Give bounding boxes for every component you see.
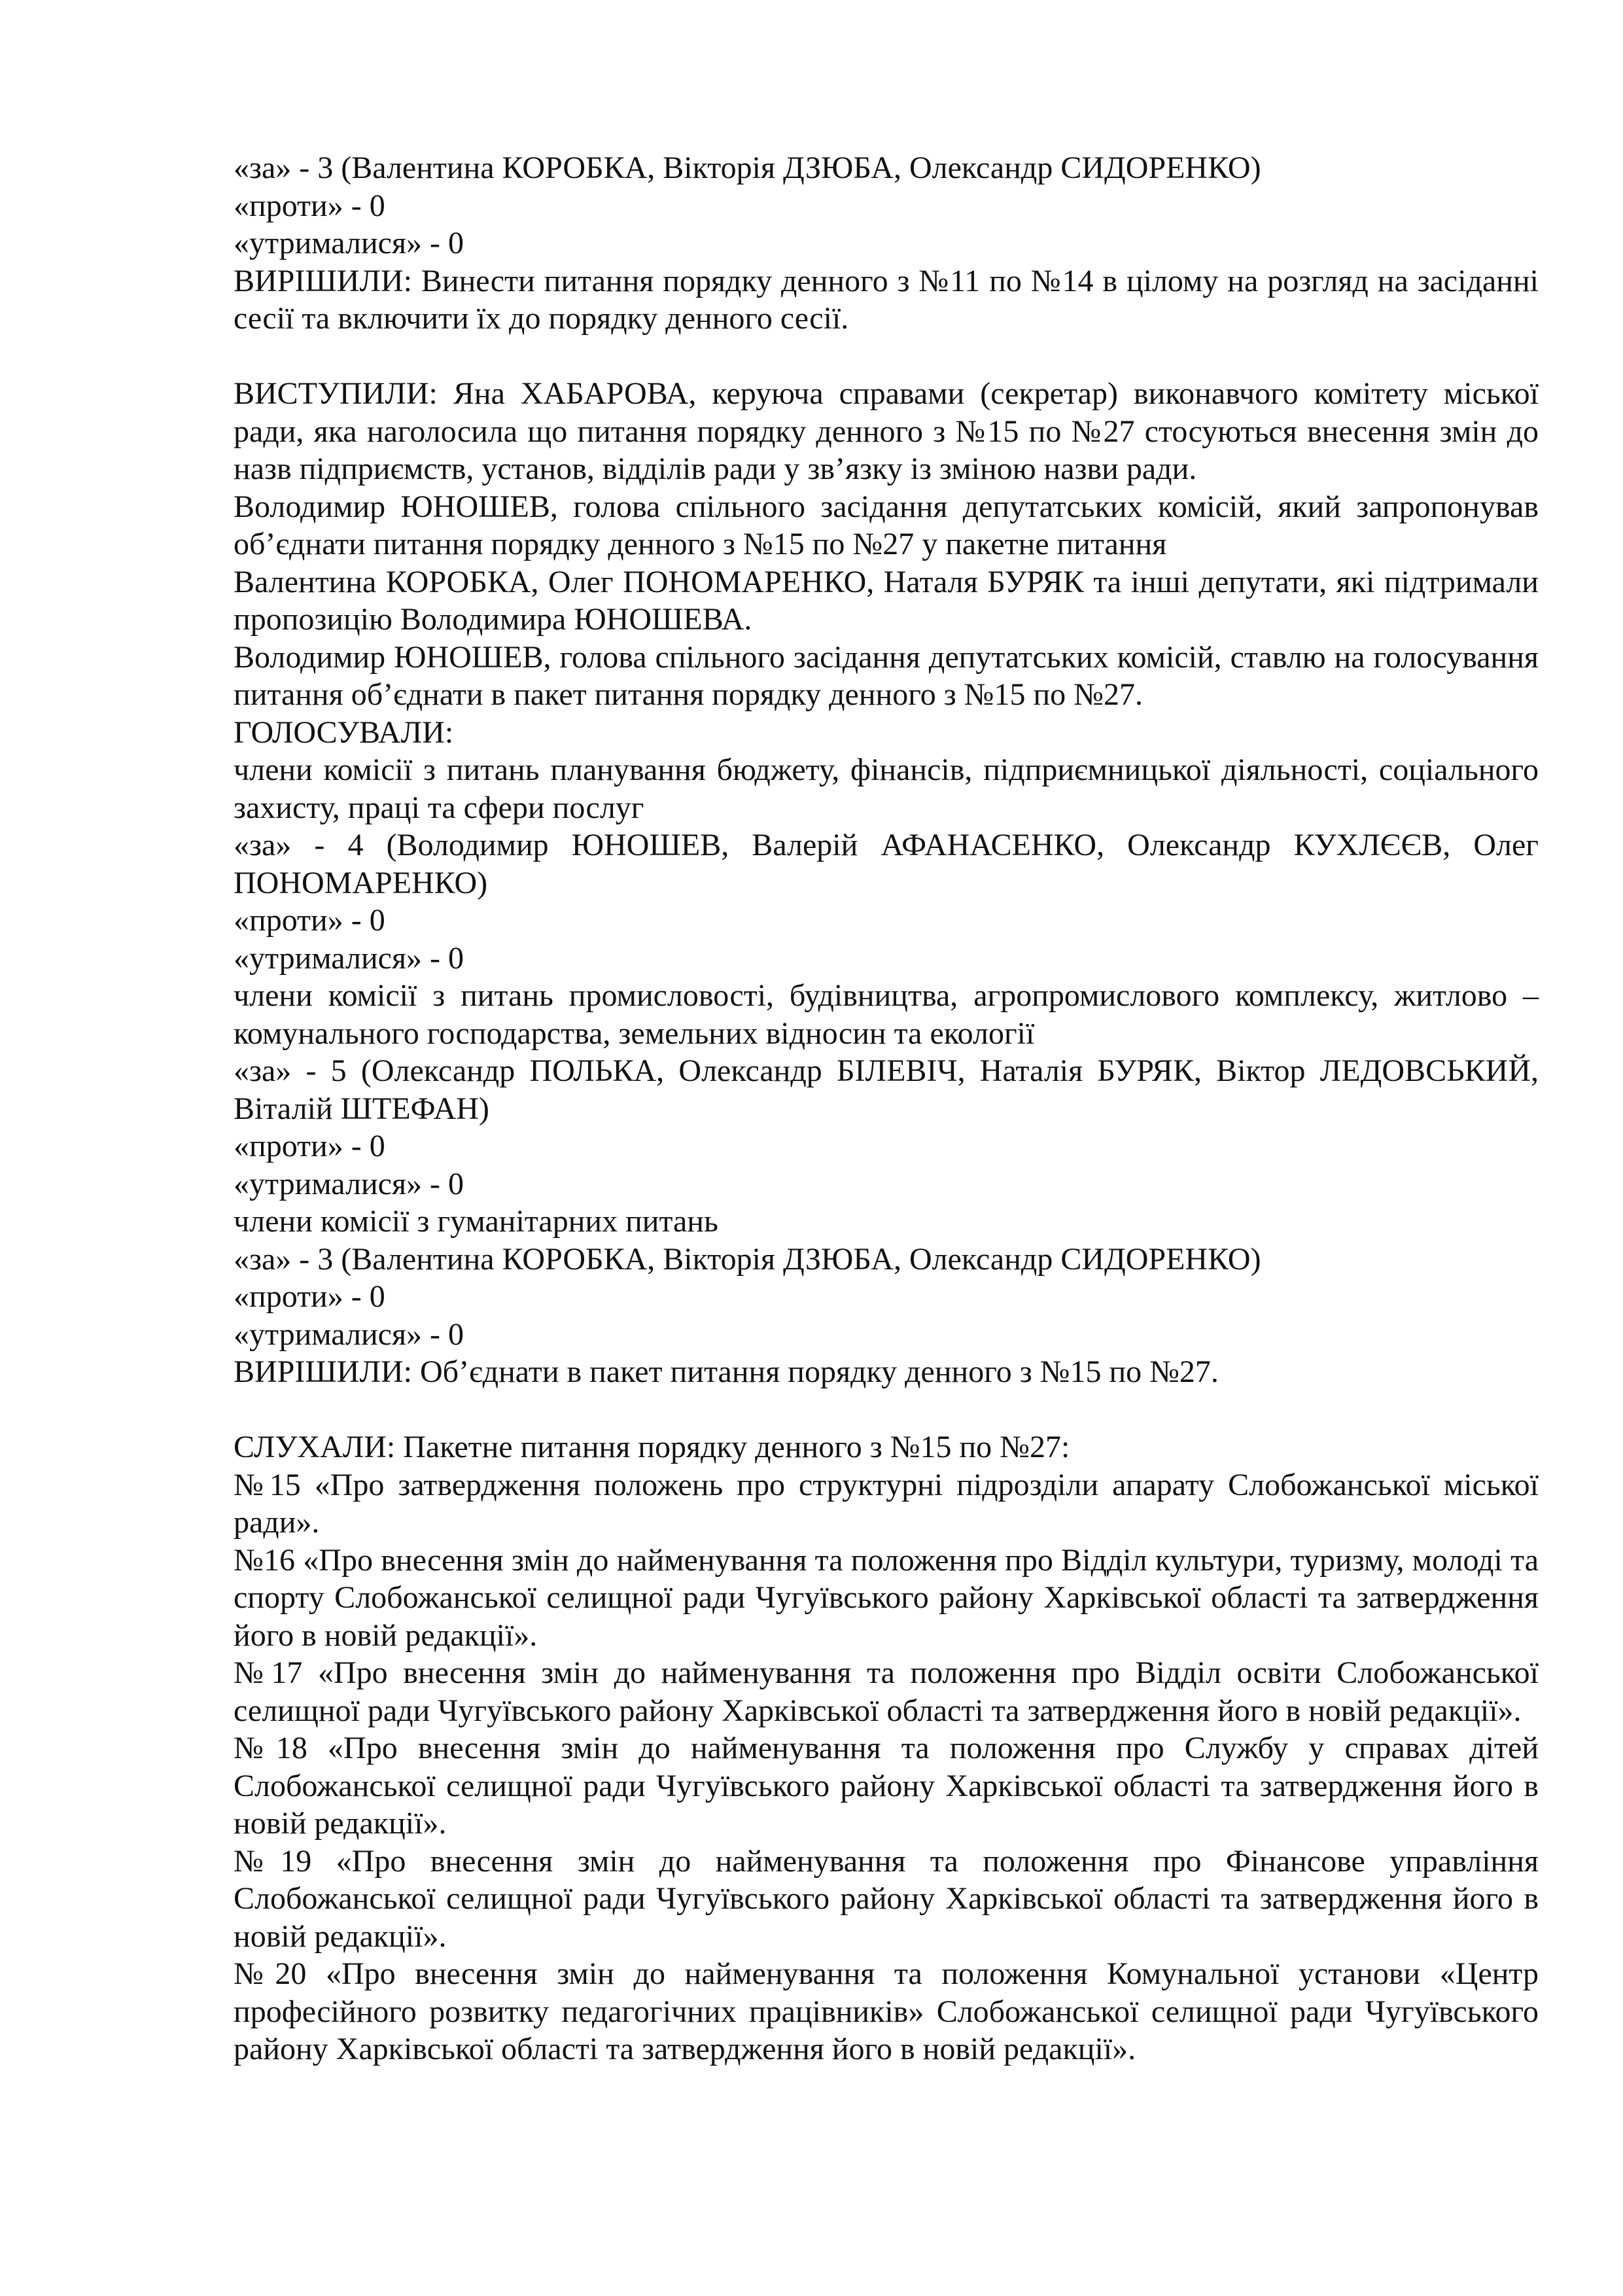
decision-paragraph: ВИРІШИЛИ: Винести питання порядку денного з №11 по №14 в цілому на розгляд на засіданні сесії та включити їх до порядку денного сесії. [234, 263, 1539, 336]
agenda-item: №17 «Про внесення змін до найменування та положення про Відділ освіти Слобожанської селищної ради Чугуївського району Харківської області та затвердження його в новій редакції». [234, 1655, 1539, 1728]
speaker-paragraph: Володимир ЮНОШЕВ, голова спільного засідання депутатських комісій, ставлю на голосування питання об’єднати в пакет питання порядку денного з №15 по №27. [234, 639, 1539, 712]
speaker-paragraph: ВИСТУПИЛИ: Яна ХАБАРОВА, керуюча справами (секретар) виконавчого комітету міської ради, яка наголосила що питання порядку денного з №15 по №27 стосуються внесення змін до назв підприємств, установ, відділів ради у зв’язку із зміною назви ради. [234, 376, 1539, 486]
speaker-paragraph: Володимир ЮНОШЕВ, голова спільного засідання депутатських комісій, який запропонував об’єднати питання порядку денного з №15 по №27 у пакетне питання [234, 489, 1539, 561]
vote-against-line: «проти» - 0 [234, 188, 385, 223]
vote-against-line: «проти» - 0 [234, 1279, 385, 1314]
heard-heading: СЛУХАЛИ: Пакетне питання порядку денного з №15 по №27: [234, 1430, 1070, 1464]
vote-abstain-line: «утрималися» - 0 [234, 1166, 464, 1201]
commission-name: члени комісії з питань промисловості, будівництва, агропромислового комплексу, житлово – комунального господарства, земельних відносин та екології [234, 978, 1539, 1051]
vote-against-line: «проти» - 0 [234, 903, 385, 938]
voting-heading: ГОЛОСУВАЛИ: [234, 715, 454, 750]
vote-for-line: «за» - 4 (Володимир ЮНОШЕВ, Валерій АФАНАСЕНКО, Олександр КУХЛЄЄВ, Олег ПОНОМАРЕНКО) [234, 828, 1539, 900]
vote-for-line: «за» - 5 (Олександр ПОЛЬКА, Олександр БІЛЕВІЧ, Наталія БУРЯК, Віктор ЛЕДОВСЬКИЙ, Віталій ШТЕФАН) [234, 1053, 1539, 1126]
vote-abstain-line: «утрималися» - 0 [234, 1316, 464, 1352]
paragraph-gap [234, 1391, 1539, 1429]
commission-name: члени комісії з гуманітарних питань [234, 1204, 718, 1239]
vote-for-line: «за» - 3 (Валентина КОРОБКА, Вікторія ДЗЮБА, Олександр СИДОРЕНКО) [234, 150, 1261, 185]
agenda-item: №20 «Про внесення змін до найменування та положення Комунальної установи «Центр професійного розвитку педагогічних працівників» Слобожанської селищної ради Чугуївського району Харківської області та затвердження його в новій редакції». [234, 1956, 1539, 2066]
agenda-item: №15 «Про затвердження положень про структурні підрозділи апарату Слобожанської міської ради». [234, 1467, 1539, 1540]
vote-abstain-line: «утрималися» - 0 [234, 226, 464, 260]
agenda-item: №16 «Про внесення змін до найменування та положення про Відділ культури, туризму, молоді та спорту Слобожанської селищної ради Чугуївського району Харківської області та затвердження його в новій редакції». [234, 1542, 1539, 1653]
paragraph-gap [234, 338, 1539, 376]
decision-paragraph: ВИРІШИЛИ: Об’єднати в пакет питання порядку денного з №15 по №27. [234, 1354, 1219, 1389]
vote-against-line: «проти» - 0 [234, 1129, 385, 1163]
vote-abstain-line: «утрималися» - 0 [234, 940, 464, 976]
vote-for-line: «за» - 3 (Валентина КОРОБКА, Вікторія ДЗЮБА, Олександр СИДОРЕНКО) [234, 1241, 1261, 1277]
speaker-paragraph: Валентина КОРОБКА, Олег ПОНОМАРЕНКО, Наталя БУРЯК та інші депутати, які підтримали пропозицію Володимира ЮНОШЕВА. [234, 564, 1539, 637]
document-body [234, 149, 1539, 2068]
agenda-item: №18 «Про внесення змін до найменування та положення про Службу у справах дітей Слобожанської селищної ради Чугуївського району Харківської області та затвердження його в новій редакції». [234, 1731, 1539, 1841]
agenda-item: №19 «Про внесення змін до найменування та положення про Фінансове управління Слобожанської селищної ради Чугуївського району Харківської області та затвердження його в новій редакції». [234, 1843, 1539, 1954]
commission-name: члени комісії з питань планування бюджету, фінансів, підприємницької діяльності, соціального захисту, праці та сфери послуг [234, 752, 1539, 825]
